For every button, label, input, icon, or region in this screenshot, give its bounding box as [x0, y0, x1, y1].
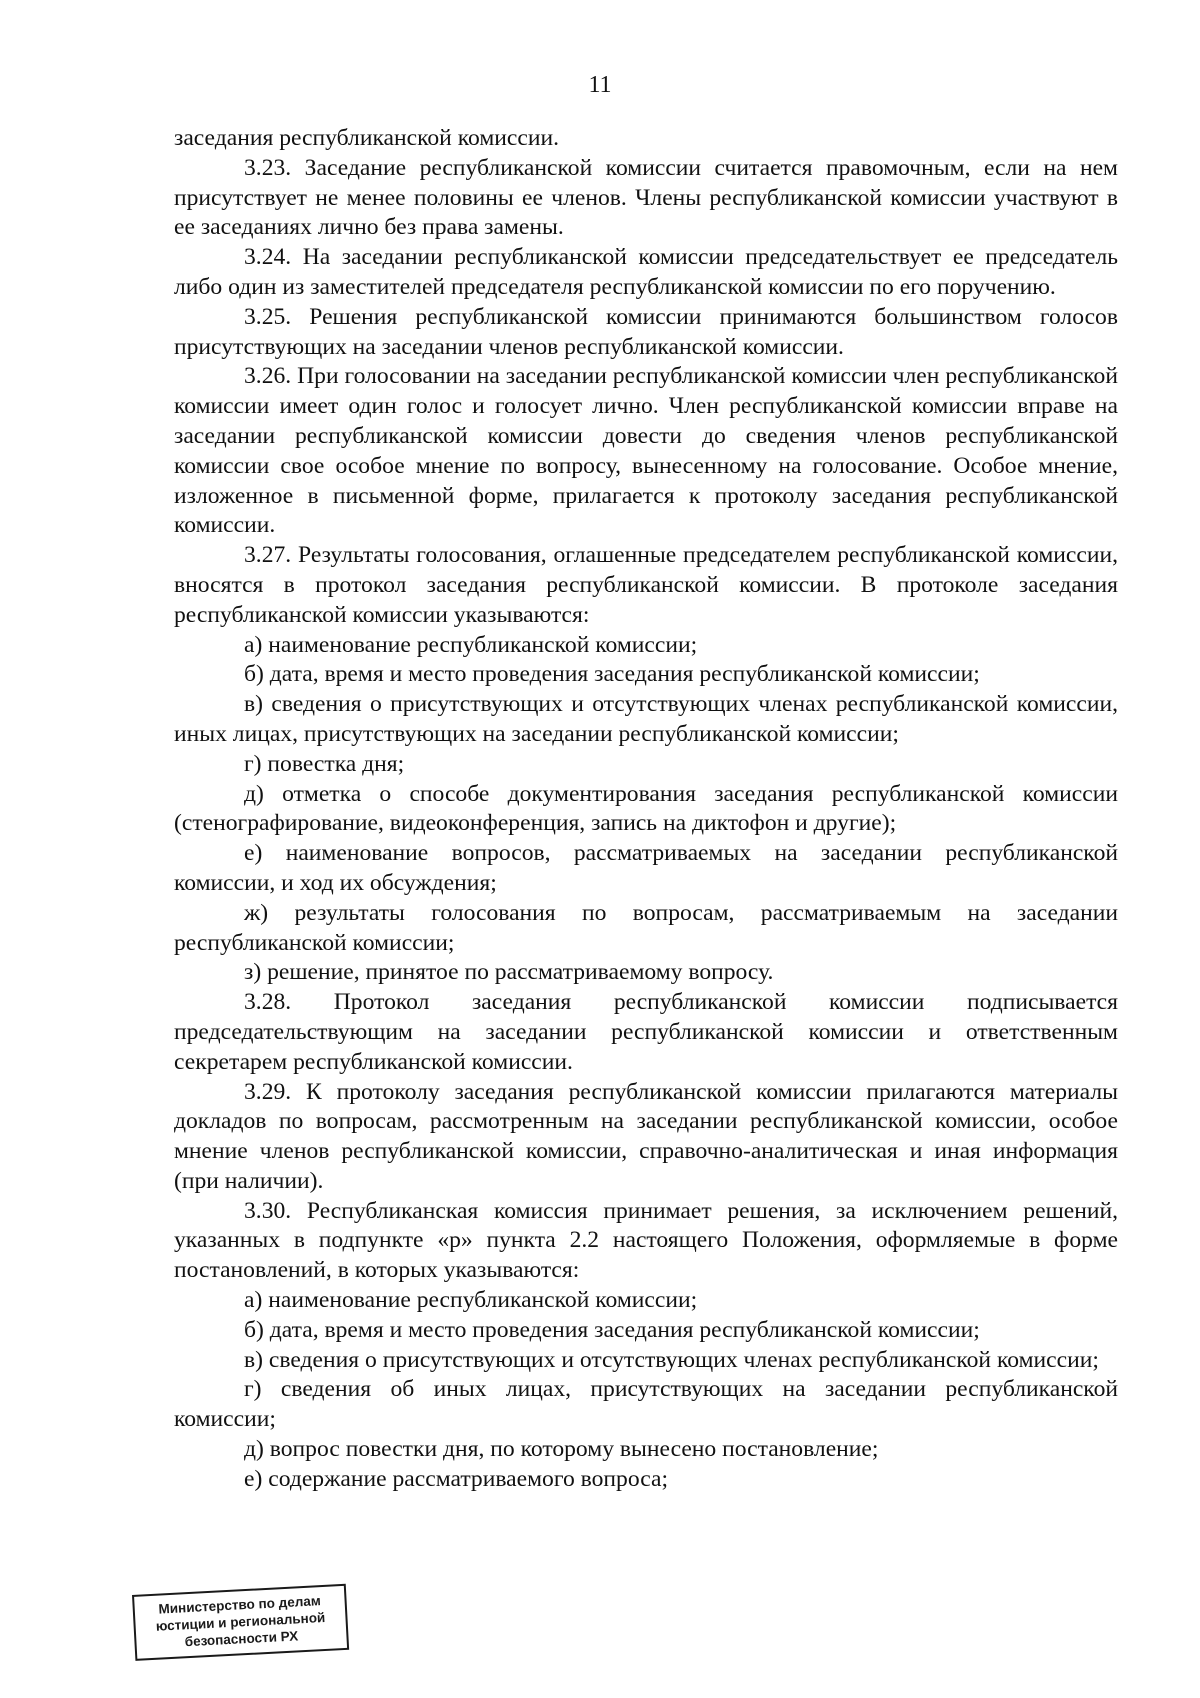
list-item: ж) результаты голосования по вопросам, рассматриваемым на заседании республиканской комиссии; [174, 899, 1118, 956]
list-item: в) сведения о присутствующих и отсутствующих членах республиканской комиссии; [244, 1346, 1099, 1373]
list-item: б) дата, время и место проведения заседания республиканской комиссии; [244, 1316, 980, 1343]
list-item: б) дата, время и место проведения заседания республиканской комиссии; [244, 661, 980, 688]
paragraph-3-24: 3.24. На заседании республиканской комиссии председательствует ее председатель либо один из заместителей председателя республиканской комиссии по его поручению. [174, 244, 1118, 300]
list-item: д) вопрос повестки дня, по которому вынесено постановление; [244, 1436, 879, 1463]
list-item: д) отметка о способе документирования заседания республиканской комиссии (стенографирование, видеоконференция, запись на диктофон и другие); [174, 780, 1118, 837]
ministry-stamp [132, 1584, 349, 1661]
list-item: е) наименование вопросов, рассматриваемых на заседании республиканской комиссии, и ход их обсуждения; [174, 840, 1118, 896]
stamp-line: юстиции и региональной [155, 1609, 326, 1634]
list-item: г) сведения об иных лицах, присутствующих на заседании республиканской комиссии; [174, 1376, 1118, 1433]
paragraph-3-26: 3.26. При голосовании на заседании республиканской комиссии член республиканской комиссии имеет один голос и голосует лично. Член республиканской комиссии вправе на заседании республиканской комиссии довести до сведения членов республиканской комиссии свое особое мнение по вопросу, вынесенному на голосование. Особое мнение, изложенное в письменной форме, прилагается к протоколу заседания республиканской комиссии. [174, 363, 1118, 539]
stamp-line: безопасности РХ [184, 1628, 299, 1650]
page-number: 11 [588, 72, 612, 98]
paragraph-3-28: 3.28. Протокол заседания республиканской комиссии подписывается председательствующим на заседании республиканской комиссии и ответственным секретарем республиканской комиссии. [174, 989, 1118, 1075]
list-item: е) содержание рассматриваемого вопроса; [244, 1465, 669, 1492]
list-item: а) наименование республиканской комиссии; [244, 1287, 698, 1314]
paragraph-3-27: 3.27. Результаты голосования, оглашенные председателем республиканской комиссии, вносятся в протокол заседания республиканской комиссии. В протоколе заседания республиканской комиссии указываются: [174, 542, 1118, 628]
list-item: а) наименование республиканской комиссии; [244, 631, 698, 658]
paragraph: заседания республиканской комиссии. [174, 125, 559, 151]
list-item: з) решение, принятое по рассматриваемому вопросу. [244, 959, 774, 986]
paragraph-3-29: 3.29. К протоколу заседания республиканской комиссии прилагаются материалы докладов по вопросам, рассмотренным на заседании республиканской комиссии, особое мнение членов республиканской комиссии, справочно-аналитическая и иная информация (при наличии). [174, 1078, 1118, 1194]
document-body [174, 124, 1118, 1495]
list-item: в) сведения о присутствующих и отсутствующих членах республиканской комиссии, иных лицах, присутствующих на заседании республиканской комиссии; [174, 691, 1118, 747]
paragraph-3-30: 3.30. Республиканская комиссия принимает решения, за исключением решений, указанных в подпункте «р» пункта 2.2 настоящего Положения, оформляемые в форме постановлений, в которых указываются: [174, 1197, 1118, 1284]
stamp-line: Министерство по делам [158, 1593, 322, 1617]
paragraph-3-25: 3.25. Решения республиканской комиссии принимаются большинством голосов присутствующих на заседании членов республиканской комиссии. [174, 303, 1118, 360]
list-item: г) повестка дня; [244, 750, 405, 777]
paragraph-3-23: 3.23. Заседание республиканской комиссии считается правомочным, если на нем присутствует не менее половины ее членов. Члены республиканской комиссии участвуют в ее заседаниях лично без права замены. [174, 154, 1118, 241]
